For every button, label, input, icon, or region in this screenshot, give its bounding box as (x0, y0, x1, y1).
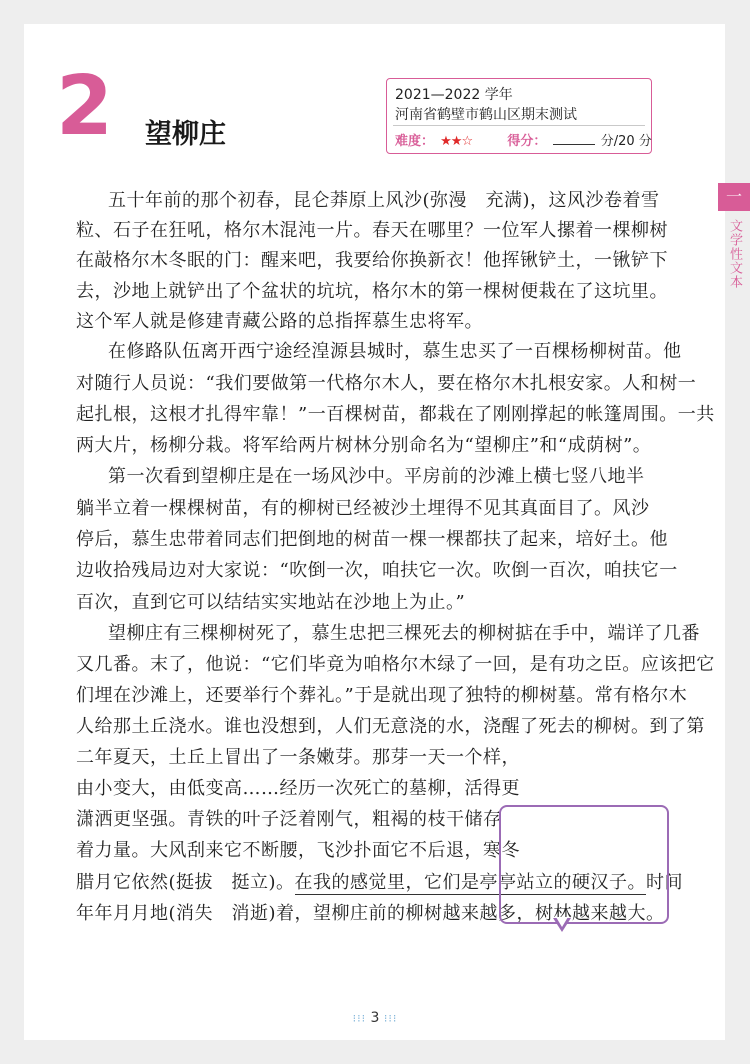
text-line: 在敲格尔木冬眠的门：醒来吧，我要给你换新衣！他挥锹铲土，一锹铲下 (76, 250, 668, 271)
exam-info-box (386, 78, 652, 154)
score-label: 得分： (507, 134, 547, 149)
text-line: 这个军人就是修建青藏公路的总指挥慕生忠将军。 (76, 311, 483, 332)
empty-star-icon: ☆ (461, 134, 474, 149)
text-line: 在修路队伍离开西宁途经湟源县城时，慕生忠买了一百棵杨柳树苗。他 (108, 341, 682, 362)
text-line: 停后，慕生忠带着同志们把倒地的树苗一棵一棵都扶了起来，培好土。他 (76, 529, 668, 550)
difficulty-stars-icon: ★★ (440, 134, 462, 149)
lesson-title: 望柳庄 (145, 119, 226, 150)
text-line: 年年月月地(消失 消逝)着，望柳庄前的柳树越来越多，树林越来越大。 (76, 903, 665, 924)
school-year: 2021—2022 学年 (395, 87, 513, 103)
text-line: 由小变大，由低变高……经历一次死亡的墓柳，活得更 (76, 778, 520, 799)
underlined-sentence: 在我的感觉里，它们是亭亭站立的硬汉子。 (294, 872, 647, 893)
text-line: 潇洒更坚强。青铁的叶子泛着刚气，粗褐的枝干储存 (76, 809, 502, 830)
text-line: 躺半立着一棵棵树苗，有的柳树已经被沙土埋得不见其真面目了。风沙 (76, 498, 650, 519)
score-blank-field[interactable] (553, 132, 595, 145)
text-line: 二年夏天，土丘上冒出了一条嫩芽。那芽一天一个样， (76, 747, 520, 768)
text-line: 百次，直到它可以结结实实地站在沙地上为止。” (76, 592, 466, 613)
exam-name: 河南省鹤壁市鹤山区期末测试 (395, 107, 577, 123)
annotation-box[interactable] (499, 805, 669, 924)
text-line: 着力量。大风刮来它不断腰，飞沙扑面它不后退，寒冬 (76, 840, 520, 861)
text-line: 又几番。末了，他说：“它们毕竟为咱格尔木绿了一回，是有功之臣。应该把它 (76, 654, 715, 675)
footer-decoration: ⁝⁝⁝ (383, 1012, 398, 1025)
text-line: 对随行人员说：“我们要做第一代格尔木人，要在格尔木扎根安家。人和树一 (76, 373, 697, 394)
text-line: 边收拾残局边对大家说：“吹倒一次，咱扶它一次。吹倒一百次，咱扶它一 (76, 560, 678, 581)
difficulty-score-row (395, 130, 652, 149)
section-label: 文学性文本 (727, 219, 742, 289)
lesson-number: 2 (56, 59, 114, 154)
score-total: 分/20 分 (600, 134, 652, 149)
difficulty-label: 难度： (395, 134, 435, 149)
text-line: 五十年前的那个初春，昆仑莽原上风沙(弥漫 充满)，这风沙卷着雪 (108, 190, 660, 211)
section-tab: 一 (718, 183, 750, 211)
text-line: 粒、石子在狂吼，格尔木混沌一片。春天在哪里？一位军人摞着一棵柳树 (76, 220, 668, 241)
annotation-pointer-fill (556, 917, 568, 927)
text-line: 第一次看到望柳庄是在一场风沙中。平房前的沙滩上横七竖八地半 (108, 466, 645, 487)
text-line: 们埋在沙滩上，还要举行个葬礼。”于是就出现了独特的柳树墓。常有格尔木 (76, 685, 688, 706)
page-number-text: 3 (370, 1010, 380, 1026)
text-line: 起扎根，这根才扎得牢靠！”一百棵树苗，都栽在了刚刚撑起的帐篷周围。一共 (76, 404, 715, 425)
text-line: 去，沙地上就铲出了个盆状的坑坑，格尔木的第一棵树便栽在了这坑里。 (76, 281, 668, 302)
info-divider (393, 125, 645, 126)
text-segment: 时间 (646, 872, 684, 893)
text-segment: 腊月它依然(挺拔 挺立)。 (76, 872, 295, 893)
text-line: 望柳庄有三棵柳树死了，慕生忠把三棵死去的柳树掂在手中，端详了几番 (108, 623, 700, 644)
page-number (340, 1010, 410, 1026)
text-line: 两大片，杨柳分栽。将军给两片树林分别命名为“望柳庄”和“成荫树”。 (76, 435, 652, 456)
text-line: 人给那土丘浇水。谁也没想到，人们无意浇的水，浇醒了死去的柳树。到了第 (76, 716, 705, 737)
footer-decoration: ⁝⁝⁝ (352, 1012, 367, 1025)
